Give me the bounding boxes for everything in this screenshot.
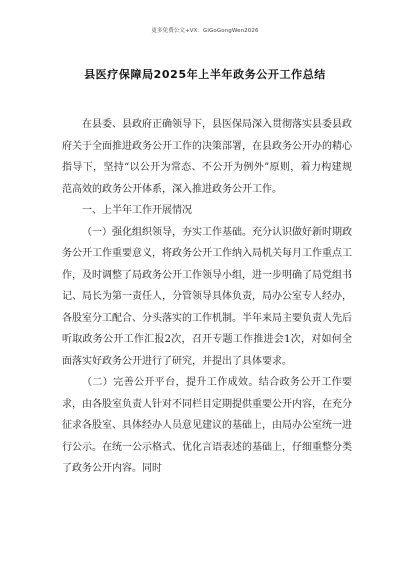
section-heading: 一、上半年工作开展情况 bbox=[82, 205, 192, 216]
document-title: 县医疗保障局2025年上半年政务公开工作总结 bbox=[84, 68, 326, 81]
paragraph-platform: （二）完善公开平台，提升工作成效。结合政务公开工作要求，由各股室负责人针对不同栏目定期提供重要公开内容，在充分征求各股室、具体经办人员意见建议的基础上，由局办公室统一进行公示。在统一公示格式、优化言语表述的基础上，仔细重整分类了政务公开内容。同时 bbox=[62, 377, 352, 474]
watermark-text: 更多免费公文+VX：GiGoGongWen2026 bbox=[151, 28, 259, 34]
paragraph-organization: （一）强化组织领导，夯实工作基础。充分认识做好新时期政务公开工作重要意义，将政务公开工作纳入局机关每月工作重点工作，及时调整了局政务公开工作领导小组，进一步明确了局党组书记、局长为第一责任人，分管领导具体负责，局办公室专人经办，各股室分工配合、分头落实的工作机制。半年来局主要负责人先后听取政务公开工作汇报2次，召开专题工作推进会1次，对如何全面落实好政务公开进行了研究，并提出了具体要求。 bbox=[62, 226, 352, 367]
document-body bbox=[62, 114, 352, 480]
paragraph-intro: 在县委、县政府正确领导下，县医保局深入贯彻落实县委县政府关于全面推进政务公开工作的决策部署，在县政务公开办的精心指导下，坚持“以公开为常态、不公开为例外”原则，着力构建规范高效的政务公开体系，深入推进政务公开工作。 bbox=[62, 119, 352, 195]
